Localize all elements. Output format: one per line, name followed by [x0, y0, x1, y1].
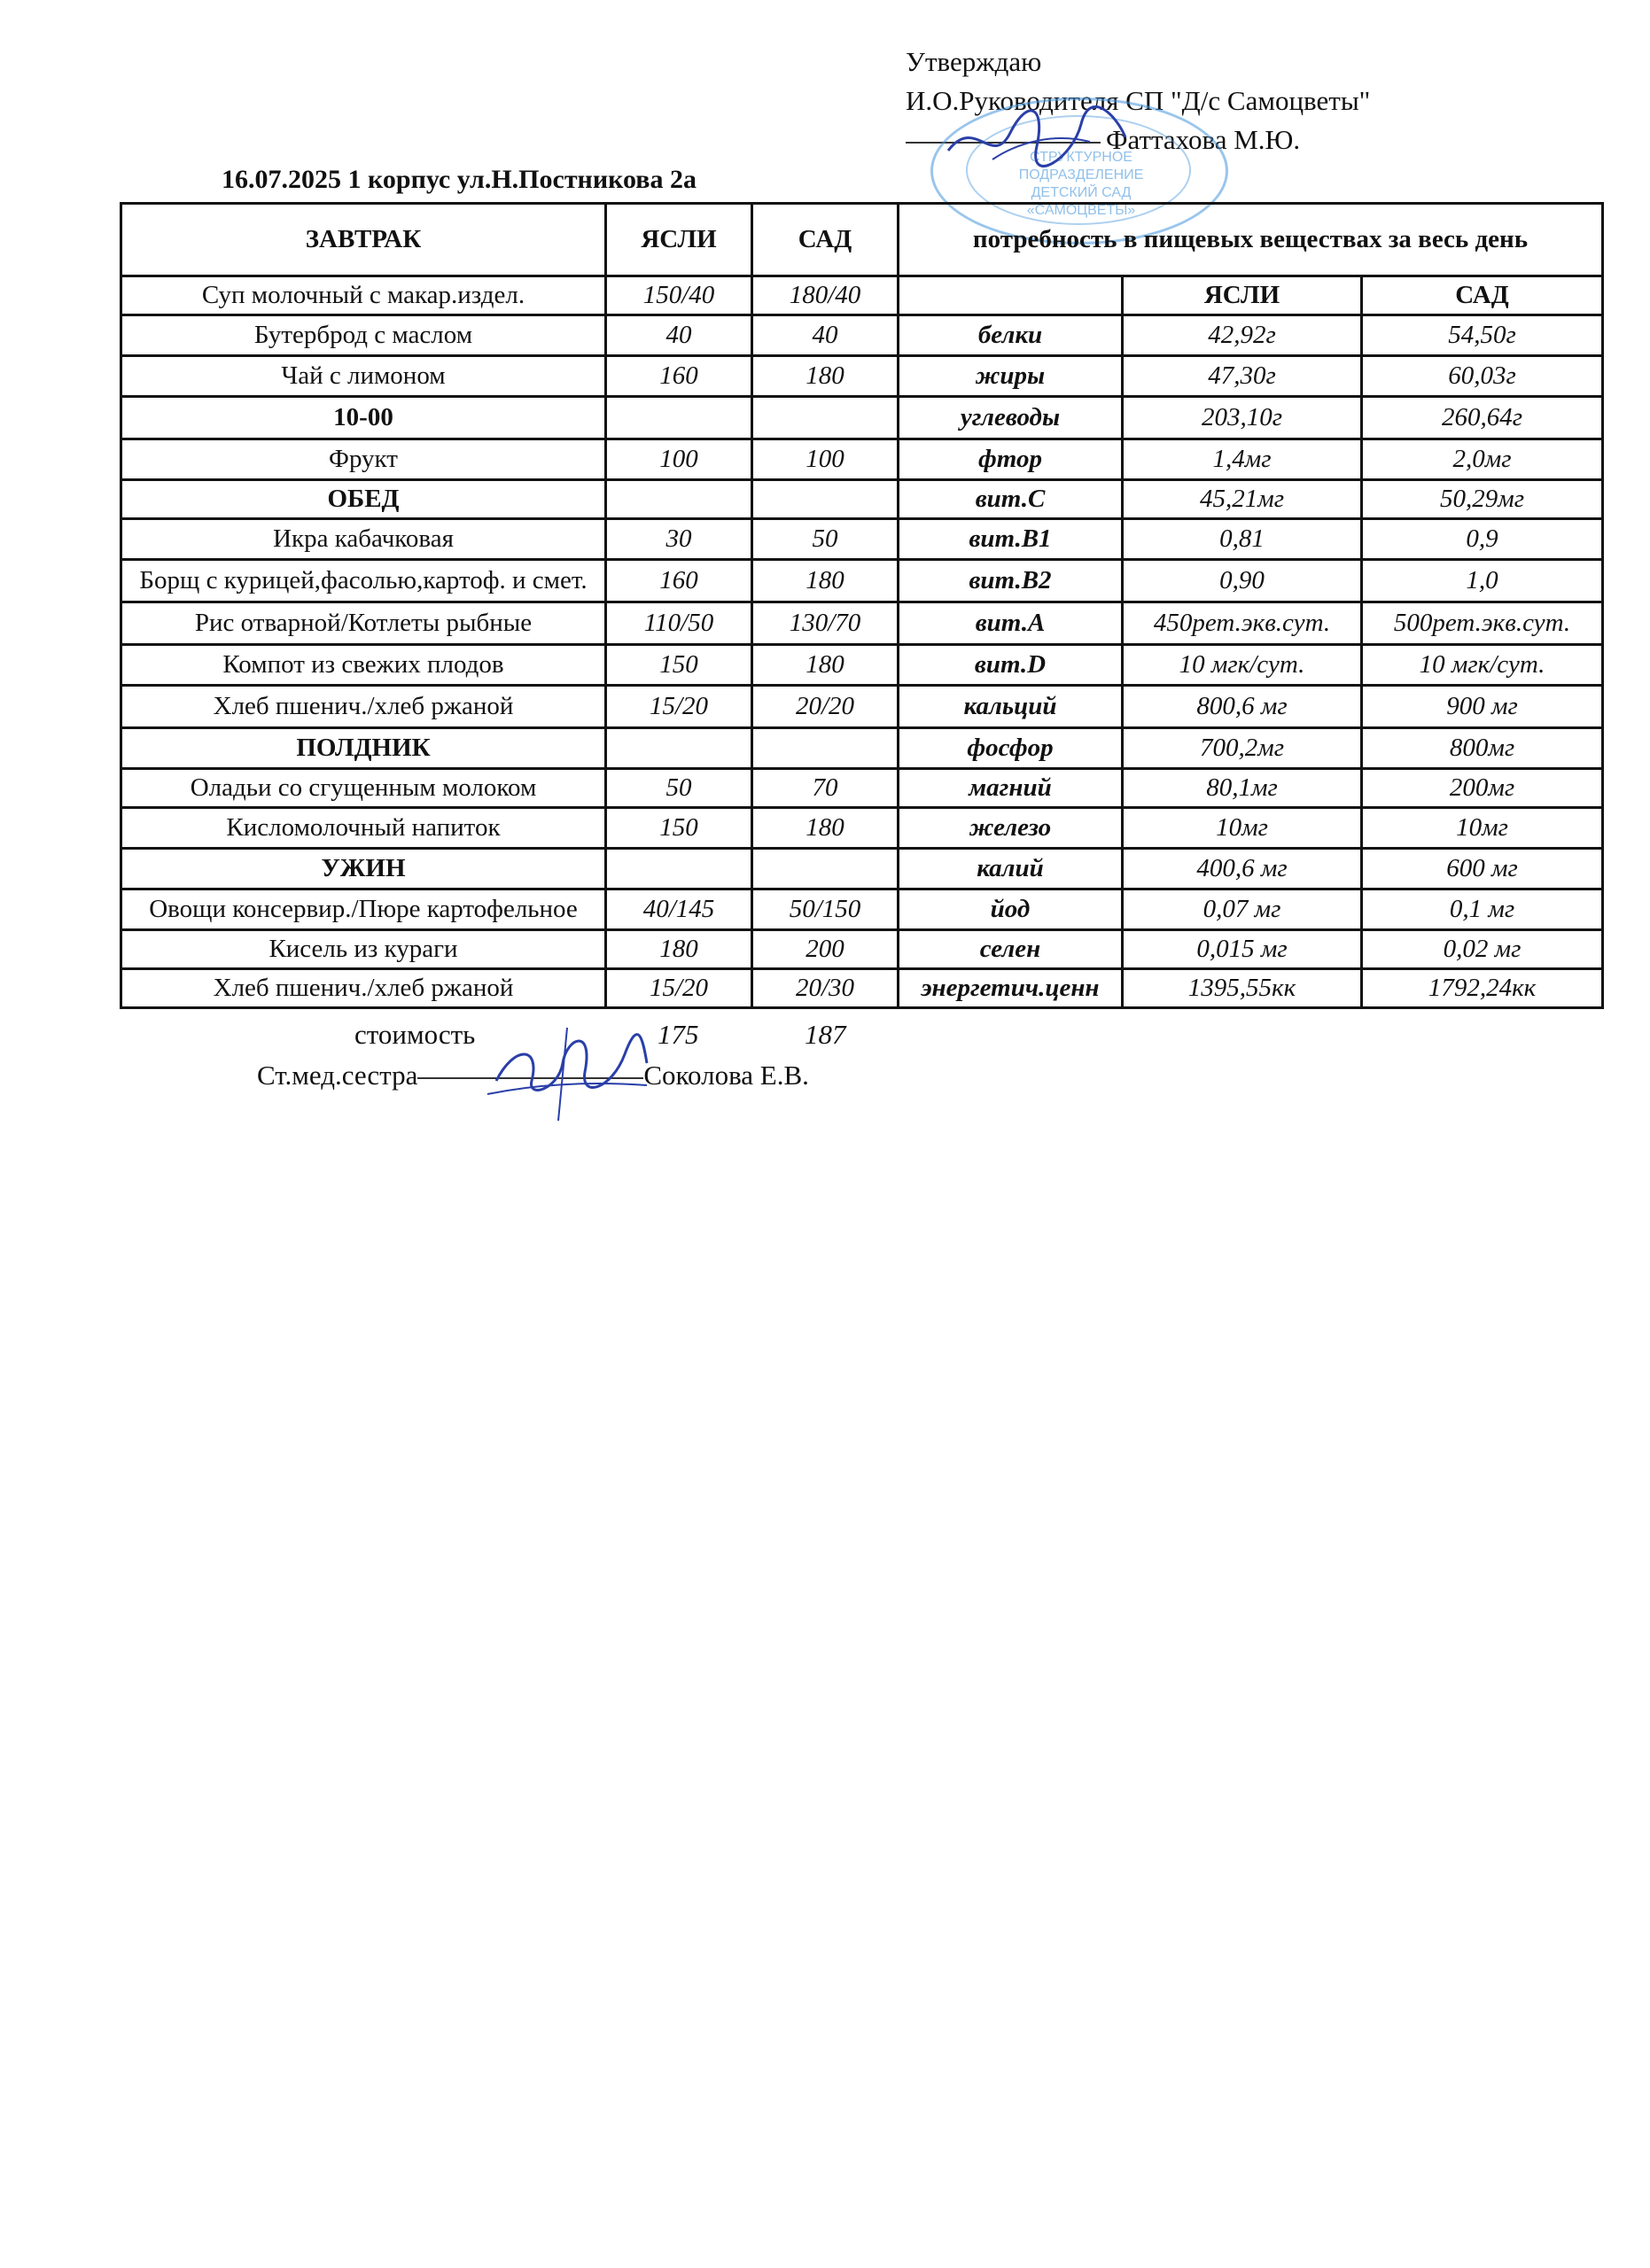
- nutrient-nursery-value: 700,2мг: [1123, 728, 1362, 769]
- table-row: [121, 889, 1603, 930]
- portion-garden: 70: [752, 769, 899, 808]
- table-row: [121, 930, 1603, 969]
- table-row: [121, 276, 1603, 315]
- table-row: [121, 686, 1603, 728]
- nutrient-name: фтор: [899, 439, 1123, 480]
- portion-garden: 180: [752, 560, 899, 602]
- nutrient-nursery-value: 10мг: [1123, 808, 1362, 849]
- portion-nursery: 160: [606, 560, 752, 602]
- nutrient-name: белки: [899, 315, 1123, 356]
- portion-nursery: 15/20: [606, 686, 752, 728]
- nutrient-garden-value: 0,9: [1362, 519, 1603, 560]
- nutrient-garden-value: САД: [1362, 276, 1603, 315]
- menu-item: Хлеб пшенич./хлеб ржаной: [121, 686, 606, 728]
- nutrient-garden-value: 600 мг: [1362, 849, 1603, 889]
- nutrient-name: вит.D: [899, 645, 1123, 686]
- menu-item: ОБЕД: [121, 480, 606, 519]
- nurse-signature: [479, 1010, 656, 1125]
- portion-garden: [752, 397, 899, 439]
- menu-item: Борщ с курицей,фасолью,картоф. и смет.: [121, 560, 606, 602]
- portion-garden: 50/150: [752, 889, 899, 930]
- portion-garden: 180: [752, 808, 899, 849]
- nutrient-name: углеводы: [899, 397, 1123, 439]
- nutrient-garden-value: 50,29мг: [1362, 480, 1603, 519]
- table-row: [121, 397, 1603, 439]
- nutrient-name: вит.А: [899, 602, 1123, 645]
- portion-garden: [752, 849, 899, 889]
- menu-item: ПОЛДНИК: [121, 728, 606, 769]
- portion-garden: [752, 728, 899, 769]
- portion-garden: 20/30: [752, 969, 899, 1008]
- nutrient-nursery-value: 1395,55кк: [1123, 969, 1362, 1008]
- portion-nursery: 40: [606, 315, 752, 356]
- stamp-text: СТРУКТУРНОЕ ПОДРАЗДЕЛЕНИЕ ДЕТСКИЙ САД «САМОЦВЕТЫ»: [1018, 150, 1144, 218]
- portion-garden: 20/20: [752, 686, 899, 728]
- table-row: [121, 849, 1603, 889]
- nutrient-name: [899, 276, 1123, 315]
- portion-garden: 180: [752, 356, 899, 397]
- menu-table: [120, 202, 1604, 1009]
- menu-item: Чай с лимоном: [121, 356, 606, 397]
- menu-item: Овощи консервир./Пюре картофельное: [121, 889, 606, 930]
- cost-garden: 187: [805, 1019, 846, 1050]
- table-row: [121, 519, 1603, 560]
- nutrient-garden-value: 900 мг: [1362, 686, 1603, 728]
- nutrient-nursery-value: 0,90: [1123, 560, 1362, 602]
- portion-nursery: 30: [606, 519, 752, 560]
- nutrient-garden-value: 0,02 мг: [1362, 930, 1603, 969]
- nutrient-name: вит.В2: [899, 560, 1123, 602]
- portion-garden: 180: [752, 645, 899, 686]
- nutrient-name: железо: [899, 808, 1123, 849]
- menu-item: Оладьи со сгущенным молоком: [121, 769, 606, 808]
- portion-nursery: 50: [606, 769, 752, 808]
- table-row: [121, 439, 1603, 480]
- header-garden: САД: [752, 204, 899, 276]
- portion-nursery: [606, 480, 752, 519]
- nutrient-garden-value: 1792,24кк: [1362, 969, 1603, 1008]
- nutrient-nursery-value: 1,4мг: [1123, 439, 1362, 480]
- portion-nursery: 110/50: [606, 602, 752, 645]
- table-row: [121, 645, 1603, 686]
- header-nutrient-needs: потребность в пищевых веществах за весь день: [899, 204, 1603, 276]
- nutrient-nursery-value: 0,07 мг: [1123, 889, 1362, 930]
- menu-item: Хлеб пшенич./хлеб ржаной: [121, 969, 606, 1008]
- portion-garden: 50: [752, 519, 899, 560]
- nutrient-garden-value: 1,0: [1362, 560, 1603, 602]
- nutrient-nursery-value: 203,10г: [1123, 397, 1362, 439]
- nutrient-nursery-value: 400,6 мг: [1123, 849, 1362, 889]
- nutrient-nursery-value: 0,81: [1123, 519, 1362, 560]
- nutrient-garden-value: 2,0мг: [1362, 439, 1603, 480]
- portion-nursery: 180: [606, 930, 752, 969]
- menu-item: Суп молочный с макар.издел.: [121, 276, 606, 315]
- nutrient-name: кальций: [899, 686, 1123, 728]
- nutrient-garden-value: 0,1 мг: [1362, 889, 1603, 930]
- nurse-name: Соколова Е.В.: [643, 1060, 809, 1091]
- director-signature: [939, 97, 1134, 177]
- nutrient-nursery-value: ЯСЛИ: [1123, 276, 1362, 315]
- menu-item: 10-00: [121, 397, 606, 439]
- cost-label: стоимость: [354, 1019, 476, 1050]
- menu-item: Фрукт: [121, 439, 606, 480]
- approval-signer-name: Фаттахова М.Ю.: [1106, 124, 1301, 155]
- nutrient-garden-value: 500рет.экв.сут.: [1362, 602, 1603, 645]
- portion-garden: 200: [752, 930, 899, 969]
- nurse-label: Ст.мед.сестра: [257, 1060, 418, 1091]
- portion-nursery: 15/20: [606, 969, 752, 1008]
- portion-garden: 100: [752, 439, 899, 480]
- nutrient-garden-value: 54,50г: [1362, 315, 1603, 356]
- portion-nursery: [606, 728, 752, 769]
- table-row: [121, 602, 1603, 645]
- table-row: [121, 969, 1603, 1008]
- nutrient-nursery-value: 45,21мг: [1123, 480, 1362, 519]
- menu-item: Бутерброд с маслом: [121, 315, 606, 356]
- nutrient-nursery-value: 0,015 мг: [1123, 930, 1362, 969]
- nutrient-nursery-value: 80,1мг: [1123, 769, 1362, 808]
- portion-nursery: 160: [606, 356, 752, 397]
- portion-nursery: 40/145: [606, 889, 752, 930]
- portion-nursery: 100: [606, 439, 752, 480]
- table-row: [121, 480, 1603, 519]
- table-row: [121, 728, 1603, 769]
- nutrient-garden-value: 260,64г: [1362, 397, 1603, 439]
- table-row: [121, 808, 1603, 849]
- menu-item: Икра кабачковая: [121, 519, 606, 560]
- nutrient-name: селен: [899, 930, 1123, 969]
- nutrient-name: йод: [899, 889, 1123, 930]
- nutrient-nursery-value: 800,6 мг: [1123, 686, 1362, 728]
- menu-item: Кисель из кураги: [121, 930, 606, 969]
- portion-nursery: [606, 397, 752, 439]
- nutrient-nursery-value: 450рет.экв.сут.: [1123, 602, 1362, 645]
- portion-nursery: 150: [606, 808, 752, 849]
- portion-garden: 130/70: [752, 602, 899, 645]
- menu-item: Рис отварной/Котлеты рыбные: [121, 602, 606, 645]
- portion-garden: [752, 480, 899, 519]
- table-row: [121, 560, 1603, 602]
- nutrient-garden-value: 10мг: [1362, 808, 1603, 849]
- nutrient-garden-value: 10 мгк/сут.: [1362, 645, 1603, 686]
- nutrient-garden-value: 60,03г: [1362, 356, 1603, 397]
- nutrient-name: жиры: [899, 356, 1123, 397]
- portion-nursery: [606, 849, 752, 889]
- nutrient-name: энергетич.ценн: [899, 969, 1123, 1008]
- cost-nursery: 175: [658, 1019, 699, 1050]
- menu-item: Компот из свежих плодов: [121, 645, 606, 686]
- nutrient-garden-value: 800мг: [1362, 728, 1603, 769]
- menu-item: Кисломолочный напиток: [121, 808, 606, 849]
- portion-garden: 40: [752, 315, 899, 356]
- portion-nursery: 150/40: [606, 276, 752, 315]
- menu-heading: 16.07.2025 1 корпус ул.Н.Постникова 2а: [222, 165, 697, 194]
- nutrient-name: калий: [899, 849, 1123, 889]
- nutrient-nursery-value: 10 мгк/сут.: [1123, 645, 1362, 686]
- header-nursery: ЯСЛИ: [606, 204, 752, 276]
- portion-nursery: 150: [606, 645, 752, 686]
- approval-title: Утверждаю: [906, 46, 1042, 77]
- nutrient-name: фосфор: [899, 728, 1123, 769]
- nutrient-name: вит.С: [899, 480, 1123, 519]
- nutrient-garden-value: 200мг: [1362, 769, 1603, 808]
- menu-item: УЖИН: [121, 849, 606, 889]
- nutrient-nursery-value: 42,92г: [1123, 315, 1362, 356]
- table-row: [121, 769, 1603, 808]
- nutrient-name: магний: [899, 769, 1123, 808]
- header-meal: ЗАВТРАК: [121, 204, 606, 276]
- table-header-row: [121, 204, 1603, 276]
- table-row: [121, 356, 1603, 397]
- portion-garden: 180/40: [752, 276, 899, 315]
- nutrient-nursery-value: 47,30г: [1123, 356, 1362, 397]
- nutrient-name: вит.В1: [899, 519, 1123, 560]
- approval-position: И.О.Руководителя СП "Д/с Самоцветы": [906, 85, 1371, 116]
- table-row: [121, 315, 1603, 356]
